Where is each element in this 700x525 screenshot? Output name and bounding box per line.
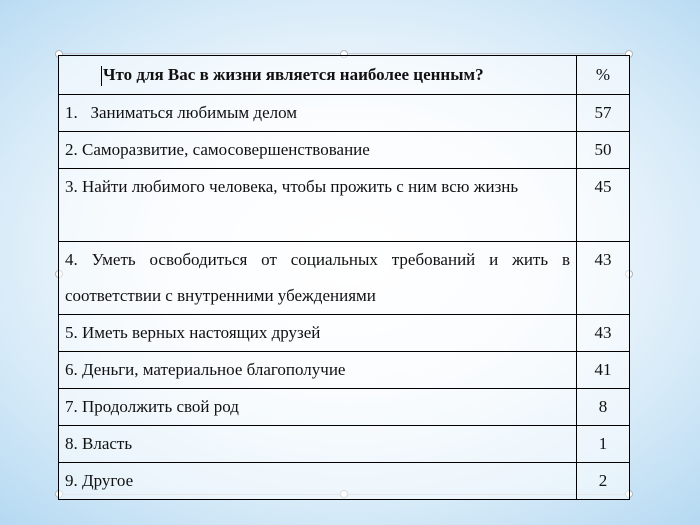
table-row — [59, 95, 630, 132]
survey-table — [58, 55, 630, 500]
row-value-cell[interactable]: 1 — [577, 426, 630, 463]
row-text-cell[interactable]: 6. Деньги, материальное благополучие — [59, 352, 577, 389]
row-text-cell[interactable]: 2. Саморазвитие, самосовершенствование — [59, 132, 577, 169]
row-value-cell[interactable]: 2 — [577, 463, 630, 500]
text-cursor — [101, 66, 102, 86]
row-value-cell[interactable]: 45 — [577, 169, 630, 242]
table-row — [59, 352, 630, 389]
row-text-cell[interactable]: 5. Иметь верных настоящих друзей — [59, 315, 577, 352]
table-row — [59, 169, 630, 242]
header-percent: % — [595, 65, 611, 84]
header-question-cell[interactable] — [59, 56, 577, 95]
row-value-cell[interactable]: 50 — [577, 132, 630, 169]
row-value-cell[interactable]: 41 — [577, 352, 630, 389]
table-header-row — [59, 56, 630, 95]
header-question: Что для Вас в жизни является наиболее ценным? — [103, 65, 484, 84]
table-row — [59, 426, 630, 463]
table-row — [59, 389, 630, 426]
table-row — [59, 242, 630, 315]
table-row — [59, 315, 630, 352]
row-value-cell[interactable]: 8 — [577, 389, 630, 426]
row-value-cell[interactable]: 57 — [577, 95, 630, 132]
row-value-cell[interactable]: 43 — [577, 242, 630, 315]
row-value-cell[interactable]: 43 — [577, 315, 630, 352]
row-text-cell[interactable]: 4. Уметь освободиться от социальных требований и жить в соответствии с внутренними убеждениями — [59, 242, 577, 315]
row-text-cell[interactable]: 3. Найти любимого человека, чтобы прожить с ним всю жизнь — [59, 169, 577, 242]
row-text-cell[interactable]: 7. Продолжить свой род — [59, 389, 577, 426]
table-row — [59, 463, 630, 500]
table-row — [59, 132, 630, 169]
row-text-cell[interactable]: 9. Другое — [59, 463, 577, 500]
row-text-cell[interactable]: 8. Власть — [59, 426, 577, 463]
row-text-cell[interactable]: 1. Заниматься любимым делом — [59, 95, 577, 132]
header-percent-cell[interactable] — [577, 56, 630, 95]
